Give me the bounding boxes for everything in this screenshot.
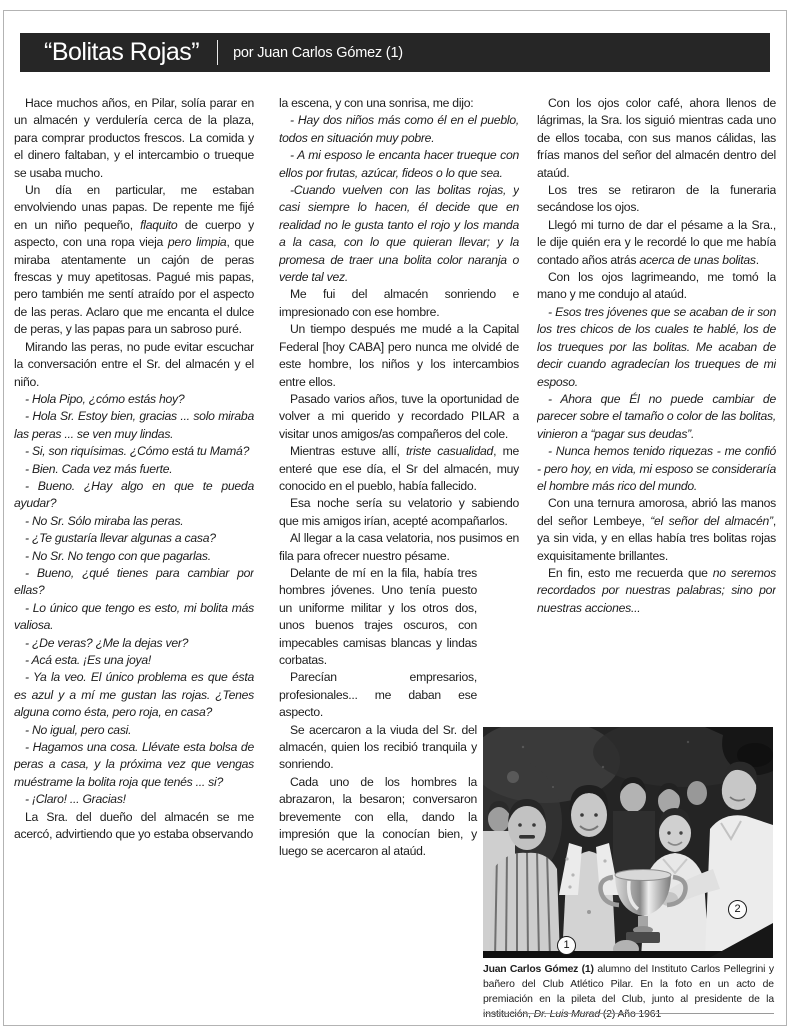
paragraph: Mirando las peras, no pude evitar escuchar la conversación entre el Sr. del almacén y el niño. [14, 339, 254, 389]
text-column-3 [537, 95, 776, 723]
paragraph: - Hay dos niños más como él en el pueblo, todos en situación muy pobre. [279, 113, 519, 145]
photo-illustration [483, 727, 773, 958]
paragraph: - Hagamos una cosa. Llévate esta bolsa de peras a casa, y la próxima vez que vengas muéstrame la bolita roja que tenés ... si? [14, 740, 254, 789]
paragraph: - Bueno. ¿Hay algo en que te pueda ayudar? [14, 478, 254, 511]
paragraph: Delante de mí en la fila, había tres hombres jóvenes. Uno tenía puesto un uniforme militar y los otros dos, unos buenos trajes oscuros, con impecables camisas blancas y lindas corbatas. [279, 565, 477, 667]
paragraph: Hace muchos años, en Pilar, solía parar en un almacén y verdulería cerca de la plaza, para comprar productos frescos. La comida y el dinero faltaban, y el intercambio o trueque se usaba mucho. [14, 96, 254, 180]
photo-marker-2: 2 [728, 900, 747, 919]
caption-text: alumno del Instituto Carlos Pellegrini y bañero del Club Atlético Pilar. En la foto en un acto de premiación en la pileta del Club, junto al presidente de la institución, Dr. Luis Murad (2) Año 1961 [483, 964, 774, 1020]
paragraph: Mientras estuve allí, triste casualidad, me enteré que ese día, el Sr del almacén, muy conocido en el pueblo, había fallecido. [279, 444, 519, 493]
paragraph: Llegó mi turno de dar el pésame a la Sra., le dije quién era y le recordé lo que me había contado años atrás acerca de unas bolitas. [537, 217, 776, 267]
column-2-narrow [279, 565, 477, 861]
paragraph: Cada uno de los hombres la abrazaron, la besaron; conversaron brevemente con ella, dando la impresión que la conocían bien, y luego se acercaron al ataúd. [279, 774, 477, 859]
header-bar [20, 33, 770, 72]
paragraph: - No Sr. Sólo miraba las peras. [25, 513, 184, 528]
paragraph: - Lo único que tengo es esto, mi bolita más valiosa. [14, 600, 254, 633]
paragraph: - ¡Claro! ... Gracias! [25, 792, 126, 807]
paragraph: - Hola Pipo, ¿cómo estás hoy? [25, 391, 185, 406]
paragraph: - No Sr. No tengo con que pagarlas. [25, 548, 211, 563]
paragraph: - Ya la veo. El único problema es que ésta es azul y a mí me gustan las rojas. ¿Tenes alguna como ésta, pero roja, en casa? [14, 670, 254, 720]
paragraph: - A mi esposo le encanta hacer trueque con ellos por frutas, azúcar, fideos o lo que sea. [279, 148, 519, 180]
paragraph: Al llegar a la casa velatoria, nos pusimos en fila para ofrecer nuestro pésame. [279, 531, 519, 563]
paragraph: - No igual, pero casi. [25, 722, 132, 737]
paragraph: - ¿De veras? ¿Me la dejas ver? [25, 635, 189, 650]
caption-divider [483, 1013, 774, 1014]
paragraph: - Esos tres jóvenes que se acaban de ir son los tres chicos de los cuales te hablé, los de los trueques por las bolitas. Me acaban de decir cuando agradecían los trueques de mi esposo. [537, 304, 776, 389]
paragraph: Se acercaron a la viuda del Sr. del almacén, quien los recibió tranquila y sonriendo. [279, 722, 477, 772]
paragraph: - ¿Te gustaría llevar algunas a casa? [25, 531, 216, 546]
column-2-wide [279, 95, 519, 565]
paragraph: - Si, son riquísimas. ¿Cómo está tu Mamá? [25, 444, 250, 459]
paragraph: - Hola Sr. Estoy bien, gracias ... solo miraba las peras ... se ven muy lindas. [14, 409, 254, 441]
paragraph: -Cuando vuelven con las bolitas rojas, y casi siempre lo hacen, él decide que en realidad no le gusta tanto el rojo y los manda a la casa, con lo que quieran llevar; y la promesa de traer una bolita color naranja o verde tal vez. [279, 183, 519, 285]
paragraph: Con los ojos color café, ahora llenos de lágrimas, la Sra. los siguió mientras cada uno de ellos tocaba, con sus manos cálidas, las frías manos del señor del almacén dentro del ataúd. [537, 96, 776, 180]
award-ceremony-photo [483, 727, 773, 958]
paragraph: Un tiempo después me mudé a la Capital Federal [hoy CABA] pero nunca me olvidé de este hombre, los niños y los intercambios entre ellos. [279, 322, 519, 389]
paragraph: Los tres se retiraron de la funeraria secándose los ojos. [537, 183, 776, 215]
paragraph: Parecían empresarios, profesionales... me daban ese aspecto. [279, 670, 477, 720]
paragraph: la escena, y con una sonrisa, me dijo: [279, 96, 474, 110]
paragraph: Un día en particular, me estaban envolviendo unas papas. De repente me fijé en un niño pequeño, flaquito de cuerpo y aspecto, con una ropa vieja pero limpia, que miraba atentamente un cajón de peras frescas y muy apetitosas. Pagué mis papas, pero también me sentí atraído por el aspecto de las peras. Aclaro que me encanta el dulce de peras, y las papas para un sabroso puré. [14, 183, 254, 337]
paragraph: Me fui del almacén sonriendo e impresionado con ese hombre. [279, 287, 519, 319]
article-byline: por Juan Carlos Gómez (1) [233, 44, 403, 61]
paragraph: - Bien. Cada vez más fuerte. [25, 461, 173, 476]
paragraph: Con una ternura amorosa, abrió las manos del señor Lembeye, “el señor del almacén”, ya sin vida, y en ellas había tres bolitas rojas exquisitamente brillantes. [537, 496, 776, 563]
paragraph: Con los ojos lagrimeando, me tomó la mano y me condujo al ataúd. [537, 270, 776, 302]
paragraph: Esa noche sería su velatorio y sabiendo que mis amigos irían, acepté acompañarlos. [279, 496, 519, 528]
paragraph: La Sra. del dueño del almacén se me acercó, advirtiendo que yo estaba observando [14, 809, 254, 842]
paragraph: - Bueno, ¿qué tienes para cambiar por ellas? [14, 565, 254, 598]
paragraph: - Nunca hemos tenido riquezas - me confió - pero hoy, en vida, mi esposo se consideraría el hombre más rico del mundo. [537, 444, 776, 493]
text-column-1 [14, 95, 254, 1017]
paragraph: En fin, esto me recuerda que no seremos recordados por nuestras palabras; sino por nuestras acciones... [537, 565, 776, 615]
caption-lead: Juan Carlos Gómez (1) [483, 964, 594, 975]
paragraph: - Acá esta. ¡Es una joya! [25, 653, 152, 667]
paragraph: - Ahora que Él no puede cambiar de parecer sobre el tamaño o color de las bolitas, vinieron a “pagar sus deudas”. [537, 391, 776, 441]
title-byline-separator [217, 40, 218, 65]
photo-marker-1: 1 [557, 936, 576, 955]
paragraph: Pasado varios años, tuve la oportunidad de volver a mi querido y recordado PILAR a visitar unos amigos/as compañeros del cole. [279, 391, 519, 441]
article-title: “Bolitas Rojas” [44, 38, 200, 66]
